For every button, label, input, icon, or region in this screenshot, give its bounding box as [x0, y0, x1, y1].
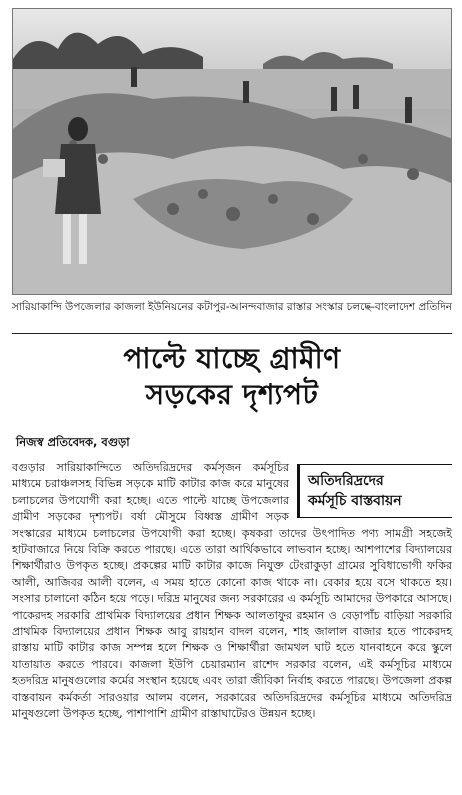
pull-quote-line-2: কর্মসূচি বাস্তবায়ন: [308, 493, 402, 509]
pull-quote: [297, 464, 452, 518]
headline-line-1: পাল্টে যাচ্ছে গ্রামীণ: [123, 342, 341, 375]
article-body: [12, 460, 452, 723]
headline-line-2: সড়কের দৃশ্যপট: [145, 378, 319, 411]
caption-text: সারিয়াকান্দি উপজেলার কাজলা ইউনিয়নের কটাপুর-আনন্দবাজার রাস্তার সংস্কার চলছে: [12, 301, 371, 313]
headline: [12, 341, 452, 413]
article-text: বগুড়ার সারিয়াকান্দিতে অতিদরিদ্রদের কর্মসৃজন কর্মসূচির মাধ্যমে চরাঞ্চলসহ বিভিন্ন সড়কে মাটি কাটার কাজ করে মানুষের চলাচলের উপযোগী করা হচ্ছে। এতে পাল্টে যাচ্ছে উপজেলার গ্রামীণ সড়কের দৃশ্যপট। বর্ষা মৌসুমে বিধ্বস্ত গ্রামীণ সড়ক সংস্কারের মাধ্যমে চলাচলের উপযোগী করা হচ্ছে। কৃষকরা তাদের উৎপাদিত পণ্য সামগ্রী সহজেই হাটবাজারে নিয়ে বিক্রি করতে পারছে। এতে তারা আর্থিকভাবে লাভবান হচ্ছে। আশপাশের বিদ্যালয়ের শিক্ষার্থীরাও উপকৃত হচ্ছে। প্রকল্পের মাটি কাটার কাজে নিযুক্ত টেংরাকুড়া গ্রামের সুবিধাভোগী ফকির আলী, আজিবর আলী বলেন, এ সময় হাতে কোনো কাজ থাকে না। বেকার হয়ে বসে থাকতে হয়। সংসার চালানো কঠিন হয়ে পড়ে। দরিদ্র মানুষের জন্য সরকারের এ কর্মসূচি আমাদের উপকারে আসছে। পাকেরদহ সরকারি প্রাথমিক বিদ্যালয়ের প্রধান শিক্ষক আলতাফুর রহমান ও বেড়াপাঁচ বাড়িয়া সরকারি প্রাথমিক বিদ্যালয়ের প্রধান শিক্ষক আবু রায়হান বাদল বলেন, শাহ জালাল বাজার হতে পাকেরদহ রাস্তায় মাটি কাটার কাজ সম্পন্ন হলে শিক্ষক ও শিক্ষার্থীরা জামথল ঘাট হতে যানবাহনে করে স্কুলে যাতায়াত করতে পারবে। কাজলা ইউপি চেয়ারম্যান রাশেদ সরকার বলেন, এই কর্মসূচির মাধ্যমে হতদরিদ্র মানুষগুলোর কর্মের সংস্থান হয়েছে এবং তারা জীবিকা নির্বাহ করতে পারছে। উপজেলা প্রকল্প বাস্তবায়ন কর্মকর্তা সারওয়ার আলম বলেন, সরকারের অতিদরিদ্রদের কর্মসূচির মাধ্যমে অতিদরিদ্র মানুষগুলো উপকৃত হচ্ছে, পাশাপাশি গ্রামীণ রাস্তাঘাটেরও উন্নয়ন হচ্ছে।: [12, 461, 452, 721]
photo-caption: [12, 300, 452, 314]
field-photo-icon: [13, 9, 452, 295]
byline: নিজস্ব প্রতিবেদক, বগুড়া: [16, 435, 130, 449]
pull-quote-line-1: অতিদরিদ্রদের: [308, 473, 384, 489]
photo-credit: —বাংলাদেশ প্রতিদিন: [364, 301, 452, 313]
news-photo: [12, 8, 452, 295]
divider: [12, 333, 452, 334]
